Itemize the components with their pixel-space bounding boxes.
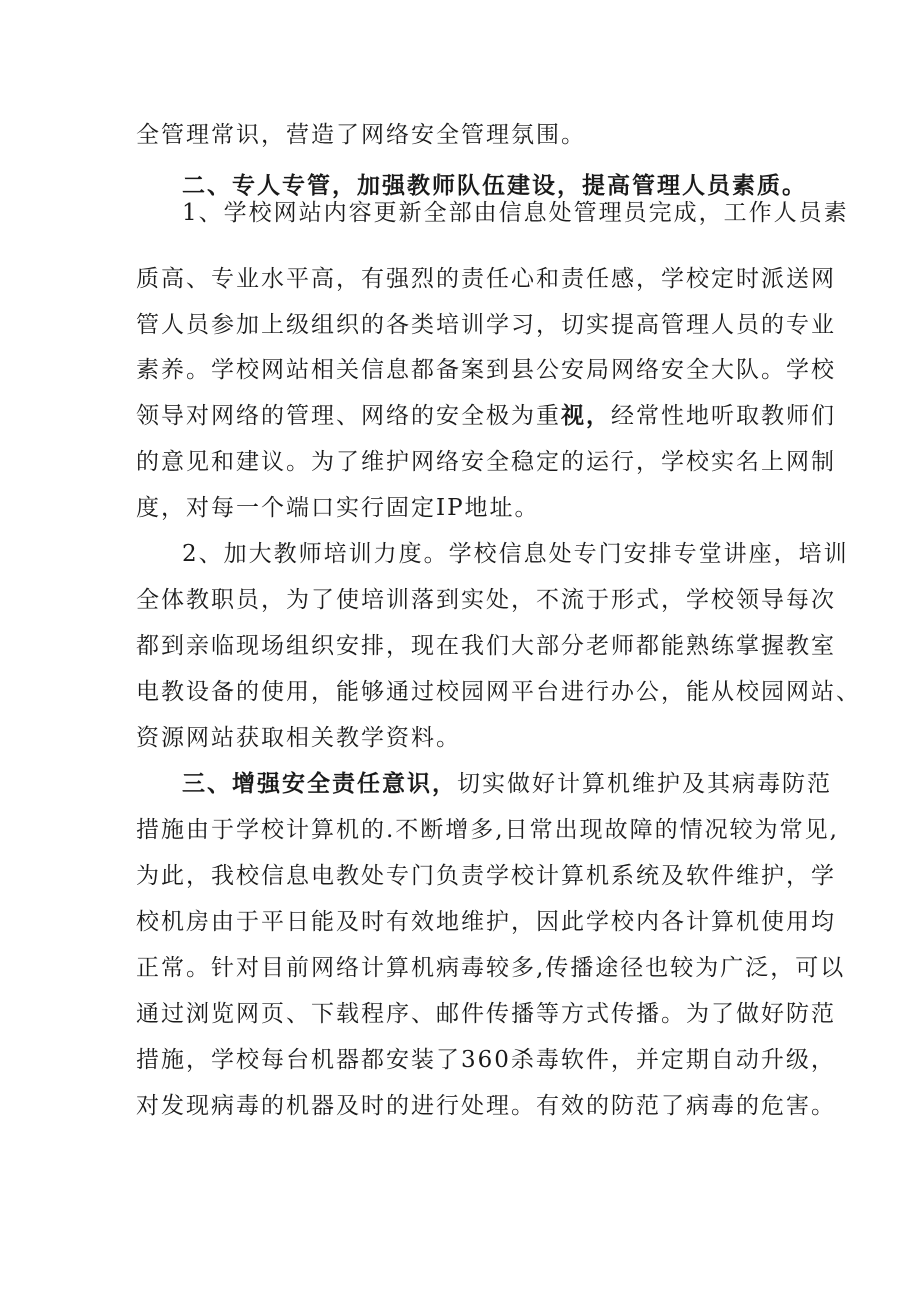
body-line: 都到亲临现场组织安排，现在我们大部分老师都能熟练掌握教室 — [136, 633, 836, 659]
body-line: 校机房由于平日能及时有效地维护，因此学校内各计算机使用均 — [136, 909, 836, 935]
body-line-mixed — [136, 396, 836, 436]
body-line: 通过浏览网页、下载程序、邮件传播等方式传播。为了做好防范 — [136, 1001, 836, 1027]
body-line: 对发现病毒的机器及时的进行处理。有效的防范了病毒的危害。 — [136, 1093, 836, 1119]
body-line: 全体教职员，为了使培训落到实处，不流于形式，学校领导每次 — [136, 587, 836, 613]
body-line: 素养。学校网站相关信息都备案到县公安局网络安全大队。学校 — [136, 357, 836, 383]
body-text: 经常性地听取教师们 — [611, 403, 836, 429]
section-heading: 二、专人专管，加强教师队伍建设，提高管理人员素质。 — [182, 172, 807, 199]
body-line: 2、加大教师培训力度。学校信息处专门安排专堂讲座，培训 — [182, 541, 849, 567]
body-line: 质高、专业水平高，有强烈的责任心和责任感，学校定时派送网 — [136, 266, 836, 292]
body-line: 电教设备的使用，能够通过校园网平台进行办公，能从校园网站、 — [136, 679, 861, 705]
body-line: 的意见和建议。为了维护网络安全稳定的运行，学校实名上网制 — [136, 449, 836, 475]
body-line: 管人员参加上级组织的各类培训学习，切实提高管理人员的专业 — [136, 312, 836, 338]
body-line: 度，对每一个端口实行固定IP地址。 — [136, 495, 540, 521]
body-line: 为此，我校信息电教处专门负责学校计算机系统及软件维护，学 — [136, 863, 836, 889]
body-line: 全管理常识，营造了网络安全管理氛围。 — [136, 122, 586, 148]
bold-text: 视， — [561, 402, 611, 429]
body-line: 措施由于学校计算机的.不断增多,日常出现故障的情况较为常见, — [136, 817, 839, 843]
body-line: 1、学校网站内容更新全部由信息处管理员完成，工作人员素 — [182, 200, 849, 226]
body-text: 领导对网络的管理、网络的安全极为重 — [136, 403, 561, 429]
body-line: 资源网站获取相关教学资料。 — [136, 725, 461, 751]
body-text: 切实做好计算机维护及其病毒防范 — [457, 771, 832, 797]
section-heading: 三、增强安全责任意识， — [182, 770, 457, 797]
body-line: 措施，学校每台机器都安装了360杀毒软件，并定期自动升级， — [136, 1047, 836, 1073]
body-line-mixed — [182, 764, 842, 804]
body-line: 正常。针对目前网络计算机病毒较多,传播途径也较为广泛，可以 — [136, 955, 846, 981]
